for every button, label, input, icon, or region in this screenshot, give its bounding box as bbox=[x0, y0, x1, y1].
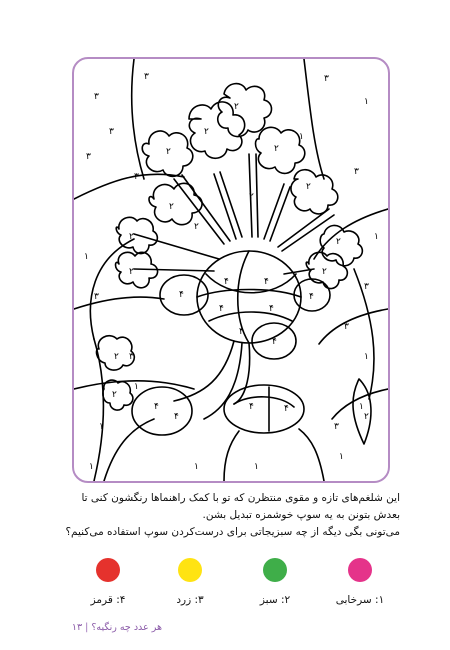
svg-text:۳: ۳ bbox=[129, 352, 134, 362]
svg-text:۳: ۳ bbox=[86, 152, 91, 162]
svg-text:۱: ۱ bbox=[254, 462, 259, 472]
legend-item-yellow bbox=[150, 558, 230, 606]
svg-text:۴: ۴ bbox=[272, 337, 277, 347]
turnip-coloring-illustration bbox=[74, 59, 388, 481]
green-swatch bbox=[263, 558, 287, 582]
svg-text:۳: ۳ bbox=[94, 292, 99, 302]
instruction-line-3: می‌تونی بگی دیگه از چه سبزیجاتی برای درست‌کردن سوپ استفاده می‌کنیم؟ bbox=[65, 526, 400, 538]
svg-text:۱: ۱ bbox=[339, 452, 344, 462]
svg-text:۲: ۲ bbox=[274, 144, 279, 154]
svg-text:۳: ۳ bbox=[324, 74, 329, 84]
svg-text:۴: ۴ bbox=[154, 402, 159, 412]
svg-text:۴: ۴ bbox=[239, 327, 244, 337]
svg-text:۴: ۴ bbox=[179, 290, 184, 300]
svg-text:۲: ۲ bbox=[169, 202, 174, 212]
svg-text:۱: ۱ bbox=[89, 462, 94, 472]
svg-text:۲: ۲ bbox=[112, 390, 117, 400]
svg-text:۱: ۱ bbox=[299, 132, 304, 142]
svg-text:۳: ۳ bbox=[334, 422, 339, 432]
svg-text:۲: ۲ bbox=[306, 182, 311, 192]
svg-text:۳: ۳ bbox=[144, 72, 149, 82]
svg-text:۲: ۲ bbox=[129, 232, 134, 242]
svg-text:۴: ۴ bbox=[269, 304, 274, 314]
svg-text:۴: ۴ bbox=[174, 412, 179, 422]
svg-text:۲: ۲ bbox=[322, 267, 327, 277]
red-swatch bbox=[96, 558, 120, 582]
svg-text:۴: ۴ bbox=[219, 304, 224, 314]
svg-text:۲: ۲ bbox=[204, 127, 209, 137]
page-number: ۱۳ bbox=[71, 622, 83, 633]
legend-item-red bbox=[68, 558, 148, 606]
svg-text:۲: ۲ bbox=[194, 222, 199, 232]
svg-text:۲: ۲ bbox=[166, 147, 171, 157]
svg-text:۳: ۳ bbox=[94, 92, 99, 102]
magenta-swatch bbox=[348, 558, 372, 582]
svg-text:۳: ۳ bbox=[344, 322, 349, 332]
svg-text:۳: ۳ bbox=[109, 127, 114, 137]
legend-item-green bbox=[235, 558, 315, 606]
svg-text:۱: ۱ bbox=[359, 402, 364, 412]
svg-text:۳: ۳ bbox=[134, 172, 139, 182]
svg-text:۲: ۲ bbox=[129, 267, 134, 277]
legend-label-2: ۲: سبز bbox=[259, 594, 291, 606]
instruction-line-2: بعدش بتونن به یه سوپ خوشمزه تبدیل بشن. bbox=[202, 509, 400, 521]
legend-label-3: ۳: زرد bbox=[176, 594, 204, 606]
color-legend bbox=[60, 558, 400, 618]
yellow-swatch bbox=[178, 558, 202, 582]
instructions-text bbox=[60, 490, 400, 541]
svg-text:۲: ۲ bbox=[364, 412, 369, 422]
svg-text:۴: ۴ bbox=[284, 404, 289, 414]
svg-text:۲: ۲ bbox=[114, 352, 119, 362]
footer-text: هر عدد چه رنگیه؟ bbox=[91, 622, 162, 633]
coloring-frame bbox=[72, 57, 390, 483]
svg-text:۱: ۱ bbox=[84, 252, 89, 262]
svg-text:۱: ۱ bbox=[194, 462, 199, 472]
svg-text:۳: ۳ bbox=[354, 167, 359, 177]
page-footer bbox=[72, 622, 162, 633]
legend-item-magenta bbox=[320, 558, 400, 606]
legend-label-1: ۱: سرخابی bbox=[335, 594, 385, 606]
svg-text:۱: ۱ bbox=[364, 97, 369, 107]
svg-text:۲: ۲ bbox=[234, 102, 239, 112]
legend-label-4: ۴: قرمز bbox=[90, 594, 126, 606]
svg-text:۴: ۴ bbox=[264, 277, 269, 287]
svg-text:۴: ۴ bbox=[249, 402, 254, 412]
svg-text:۱: ۱ bbox=[99, 422, 104, 432]
svg-text:۲: ۲ bbox=[249, 192, 254, 202]
instruction-line-1: این شلغم‌های تازه و مقوی منتظرن که تو با کمک راهنماها رنگشون کنی تا bbox=[81, 492, 400, 504]
footer-separator: | bbox=[85, 622, 89, 633]
svg-text:۱: ۱ bbox=[364, 352, 369, 362]
svg-text:۴: ۴ bbox=[224, 277, 229, 287]
svg-text:۳: ۳ bbox=[364, 282, 369, 292]
svg-text:۲: ۲ bbox=[336, 237, 341, 247]
svg-text:۱: ۱ bbox=[374, 232, 379, 242]
svg-text:۴: ۴ bbox=[309, 292, 314, 302]
svg-text:۱: ۱ bbox=[134, 382, 139, 392]
